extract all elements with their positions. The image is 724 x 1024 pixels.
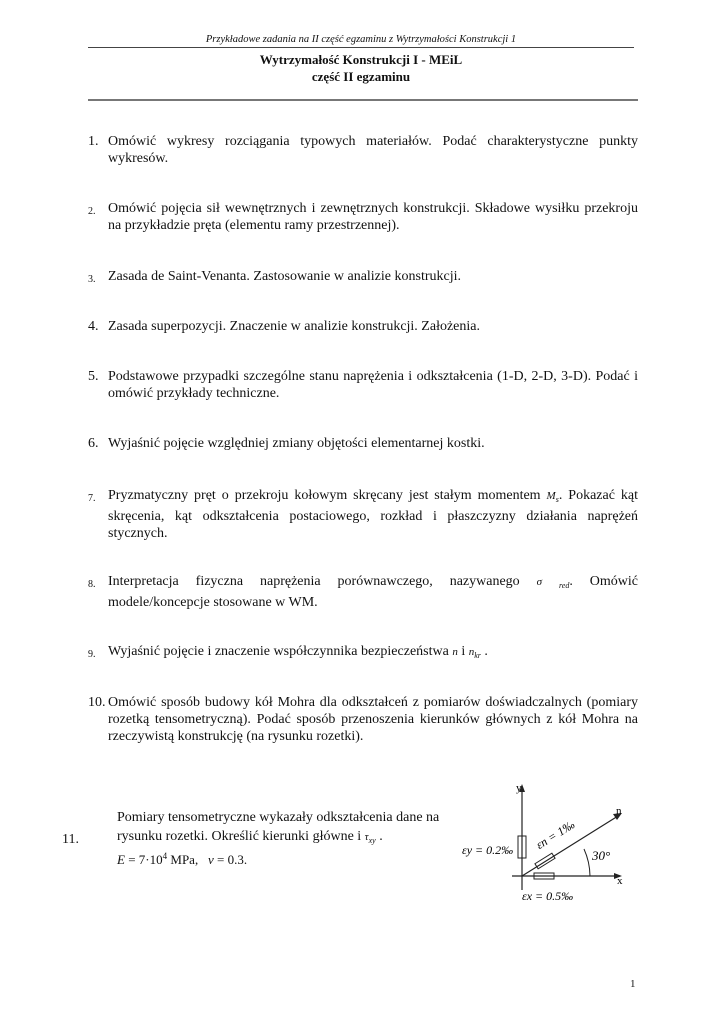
- title-divider: [88, 99, 638, 101]
- question-text: Zasada superpozycji. Znaczenie w analizie konstrukcji. Założenia.: [108, 319, 480, 334]
- question-11-formula: $E = 7\cdot 10^4$ MPa, ν = 0.3.: [117, 851, 248, 867]
- question-text: Wyjaśnić pojęcie i znaczenie współczynnika bezpieczeństwa n i $n_{kr}$ .: [108, 644, 488, 660]
- question-text: Omówić sposób budowy kół Mohra dla odkształceń z pomiarów doświadczalnych (pomiary rozetką tensometryczną). Podać sposób przenoszenia kierunków głównych z kół Mohra na rzeczywistą konstrukcję (na rysunku rozetki).: [108, 695, 638, 744]
- question-2: [88, 200, 638, 234]
- n-axis-label: n: [616, 805, 622, 817]
- question-number: 8.: [88, 579, 96, 590]
- angle-arc: [584, 849, 590, 876]
- question-text: Omówić wykresy rozciągania typowych materiałów. Podać charakterystyczne punkty wykresów.: [108, 134, 638, 166]
- question-7: [88, 487, 638, 542]
- question-11-number: 11.: [62, 832, 79, 847]
- sigma-symbol: σ: [536, 576, 543, 588]
- question-8: [88, 573, 638, 611]
- question-text: Pryzmatyczny pręt o przekroju kołowym skręcany jest stałym momentem $M_s$. Pokazać kąt skręcenia, kąt odkształcenia postaciowego, rozkład i płaszczyzny działania naprężeń stycznych.: [108, 488, 639, 541]
- eps-n-label: εn = 1‰: [533, 817, 578, 852]
- strain-rosette-figure: [460, 780, 640, 910]
- angle-label: 30°: [592, 848, 611, 863]
- question-number: 4.: [88, 319, 99, 334]
- question-9: [88, 643, 638, 664]
- question-10: [88, 694, 638, 745]
- question-number: 9.: [88, 649, 96, 660]
- question-11-text: Pomiary tensometryczne wykazały odkształcenia dane na rysunku rozetki. Określić kierunki główne i $\tau_{xy}$ .: [117, 810, 440, 845]
- question-number: 5.: [88, 369, 99, 384]
- question-5: [88, 368, 638, 402]
- question-text: Zasada de Saint-Venanta. Zastosowanie w analizie konstrukcji.: [108, 269, 461, 284]
- question-3: [88, 268, 638, 285]
- question-text: Wyjaśnić pojęcie względniej zmiany objętości elementarnej kostki.: [108, 436, 485, 451]
- question-text: Omówić pojęcia sił wewnętrznych i zewnętrznych konstrukcji. Składowe wysiłku przekroju na przykładzie pręta (elementu ramy przestrzennej).: [108, 201, 638, 233]
- question-text: Interpretacja fizyczna naprężenia porównawczego, nazywanego σ $_{red}$. Omówić modele/koncepcje stosowane w WM.: [108, 574, 639, 610]
- question-number: 10.: [88, 695, 106, 710]
- document-title: Wytrzymałość Konstrukcji I - MEiL: [259, 52, 463, 67]
- question-number: 1.: [88, 134, 99, 149]
- question-number: 2.: [88, 206, 96, 217]
- x-axis-label: x: [617, 875, 623, 887]
- question-number: 7.: [88, 493, 96, 504]
- question-text: Podstawowe przypadki szczególne stanu naprężenia i odkształcenia (1-D, 2-D, 3-D). Podać i omówić przykłady techniczne.: [108, 369, 638, 401]
- eps-y-label: εy = 0.2‰: [462, 843, 514, 857]
- eps-x-label: εx = 0.5‰: [522, 889, 574, 903]
- running-header: Przykładowe zadania na II część egzaminu z Wytrzymałości Konstrukcji 1: [205, 34, 517, 45]
- moment-symbol: M: [546, 490, 556, 502]
- question-4: [88, 318, 638, 335]
- y-axis-label: y: [516, 782, 522, 794]
- question-number: 3.: [88, 274, 96, 285]
- page-number: 1: [630, 978, 636, 990]
- question-6: [88, 435, 638, 452]
- question-number: 6.: [88, 436, 99, 451]
- document-subtitle: część II egzaminu: [311, 69, 411, 84]
- header-divider: [88, 47, 634, 48]
- question-1: [88, 133, 638, 167]
